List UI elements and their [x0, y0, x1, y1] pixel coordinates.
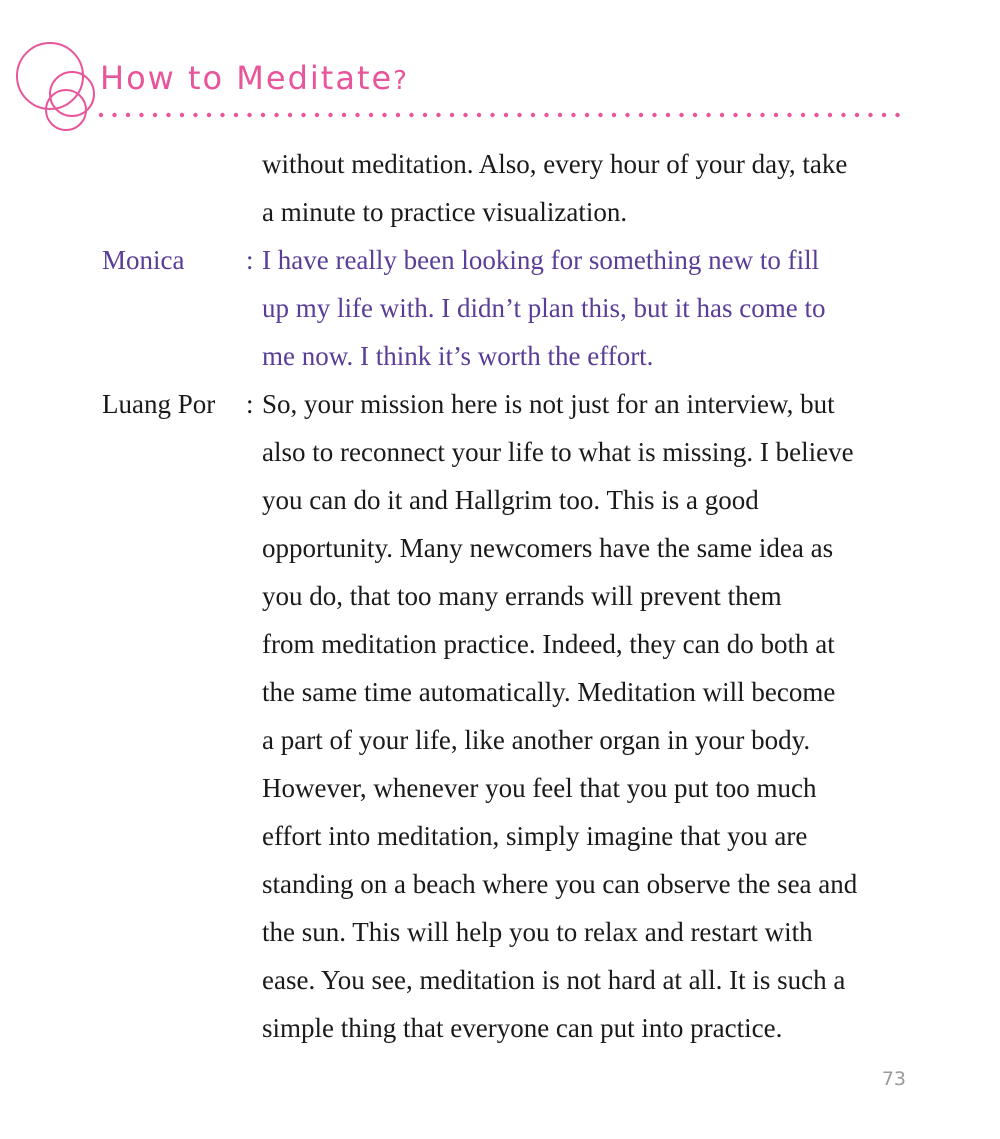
divider-dot: [193, 113, 197, 117]
divider-dot: [598, 113, 602, 117]
divider-dot: [396, 113, 400, 117]
divider-dot: [639, 113, 643, 117]
dialogue-line: without meditation. Also, every hour of your day, take: [262, 149, 848, 179]
page-title-text: How to Meditate: [100, 59, 394, 97]
page-title-mark: ?: [393, 66, 409, 96]
divider-dot: [612, 113, 616, 117]
divider-dot: [625, 113, 629, 117]
divider-dot: [841, 113, 845, 117]
divider-dot: [220, 113, 224, 117]
divider-dot: [571, 113, 575, 117]
divider-dot: [234, 113, 238, 117]
dialogue-line: So, your mission here is not just for an interview, but: [262, 389, 835, 419]
divider-dot: [504, 113, 508, 117]
page-title: [100, 59, 409, 97]
dialogue-line: you can do it and Hallgrim too. This is a good: [262, 485, 759, 515]
dialogue-line: standing on a beach where you can observe the sea and: [262, 869, 858, 899]
divider-dot: [450, 113, 454, 117]
divider-dot: [112, 113, 116, 117]
divider-dot: [382, 113, 386, 117]
divider-dot: [747, 113, 751, 117]
divider-dot: [463, 113, 467, 117]
divider-dot: [679, 113, 683, 117]
divider-dot: [288, 113, 292, 117]
divider-dot: [315, 113, 319, 117]
divider-dot: [274, 113, 278, 117]
divider-dot: [153, 113, 157, 117]
speaker-name: Monica: [102, 245, 185, 275]
divider-dot: [760, 113, 764, 117]
dialogue-line: also to reconnect your life to what is missing. I believe: [262, 437, 854, 467]
divider-dot: [585, 113, 589, 117]
dialogue: [0, 140, 1000, 1052]
divider-dot: [342, 113, 346, 117]
divider-dot: [166, 113, 170, 117]
divider-dot: [247, 113, 251, 117]
divider-dot: [558, 113, 562, 117]
page-number: 73: [881, 1068, 906, 1090]
divider-dot: [436, 113, 440, 117]
divider-dot: [423, 113, 427, 117]
page-header: [0, 0, 1000, 140]
divider-dot: [855, 113, 859, 117]
dialogue-line: I have really been looking for something new to fill: [262, 245, 820, 275]
dialogue-line: ease. You see, meditation is not hard at all. It is such a: [262, 965, 846, 995]
dialogue-line: the same time automatically. Meditation will become: [262, 677, 836, 707]
divider-dot: [139, 113, 143, 117]
divider-dot: [652, 113, 656, 117]
dialogue-line: a minute to practice visualization.: [262, 197, 628, 227]
divider-dot: [720, 113, 724, 117]
dialogue-turn-continuation: [0, 140, 1000, 236]
divider-dot: [544, 113, 548, 117]
dialogue-line: effort into meditation, simply imagine that you are: [262, 821, 808, 851]
dialogue-line: opportunity. Many newcomers have the same idea as: [262, 533, 834, 563]
divider-dot: [801, 113, 805, 117]
dialogue-turn-monica: [0, 236, 1000, 380]
speaker-colon: :: [246, 389, 254, 419]
speaker-name: Luang Por: [102, 389, 216, 419]
divider-dot: [895, 113, 899, 117]
dialogue-line: the sun. This will help you to relax and restart with: [262, 917, 813, 947]
divider-dot: [774, 113, 778, 117]
overlapping-circles-icon: [10, 38, 110, 138]
divider-dot: [369, 113, 373, 117]
divider-dot: [666, 113, 670, 117]
dialogue-line: you do, that too many errands will prevent them: [262, 581, 782, 611]
dialogue-line: from meditation practice. Indeed, they can do both at: [262, 629, 835, 659]
dialogue-line: me now. I think it’s worth the effort.: [262, 341, 654, 371]
dialogue-line: simple thing that everyone can put into practice.: [262, 1013, 783, 1043]
divider-dot: [814, 113, 818, 117]
divider-dot: [126, 113, 130, 117]
dotted-divider: [98, 110, 904, 120]
divider-dot: [706, 113, 710, 117]
divider-dot: [355, 113, 359, 117]
divider-dot: [261, 113, 265, 117]
divider-dot: [787, 113, 791, 117]
divider-dot: [180, 113, 184, 117]
divider-dot: [99, 113, 103, 117]
divider-dot: [207, 113, 211, 117]
dialogue-line: However, whenever you feel that you put too much: [262, 773, 817, 803]
dialogue-line: up my life with. I didn’t plan this, but it has come to: [262, 293, 826, 323]
divider-dot: [328, 113, 332, 117]
divider-dot: [882, 113, 886, 117]
divider-dot: [409, 113, 413, 117]
divider-dot: [693, 113, 697, 117]
divider-dot: [828, 113, 832, 117]
divider-dot: [531, 113, 535, 117]
divider-dot: [301, 113, 305, 117]
divider-dot: [477, 113, 481, 117]
dialogue-line: a part of your life, like another organ in your body.: [262, 725, 811, 755]
divider-dot: [868, 113, 872, 117]
divider-dot: [733, 113, 737, 117]
dialogue-turn-luang-por: [0, 380, 1000, 1052]
divider-dot: [490, 113, 494, 117]
speaker-colon: :: [246, 245, 254, 275]
divider-dot: [517, 113, 521, 117]
